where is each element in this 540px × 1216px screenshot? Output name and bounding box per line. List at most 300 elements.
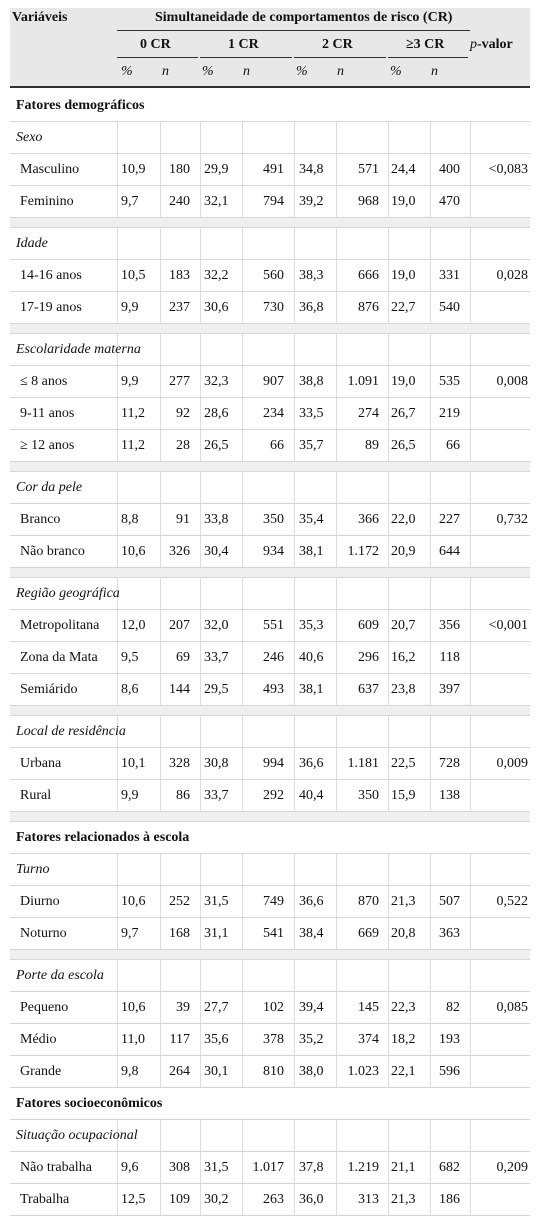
table-row [10, 1056, 530, 1088]
column-divider [470, 918, 471, 949]
group-label: Cor da pele [16, 480, 83, 495]
cell-n-2cr: 350 [358, 788, 379, 803]
cell-n-2cr: 296 [358, 650, 379, 665]
cell-pct-1cr: 28,6 [204, 406, 229, 421]
cell-pvalue: 0,008 [496, 374, 528, 389]
data-label: 14-16 anos [20, 268, 82, 283]
group-label: Situação ocupacional [16, 1128, 138, 1143]
table-row [10, 154, 530, 186]
column-divider [200, 1184, 201, 1215]
cell-pct-2cr: 38,1 [299, 544, 324, 559]
column-divider [200, 1024, 201, 1055]
cell-n-0cr: 328 [169, 756, 190, 771]
column-divider [294, 1184, 295, 1215]
table-row [10, 504, 530, 536]
column-divider [294, 992, 295, 1023]
column-divider [470, 960, 471, 991]
column-divider [117, 1152, 118, 1183]
cell-n-3cr: 227 [439, 512, 460, 527]
cell-pct-0cr: 9,6 [121, 1160, 139, 1175]
column-divider [388, 610, 389, 641]
column-divider [200, 886, 201, 917]
column-divider [294, 504, 295, 535]
column-divider [470, 674, 471, 705]
column-divider [430, 334, 431, 365]
cell-pct-2cr: 38,8 [299, 374, 324, 389]
column-divider [242, 504, 243, 535]
column-divider [336, 1056, 337, 1087]
column-divider [117, 292, 118, 323]
column-divider [430, 430, 431, 461]
column-divider [470, 886, 471, 917]
cell-n-0cr: 207 [169, 618, 190, 633]
data-label: 17-19 anos [20, 300, 82, 315]
cell-n-1cr: 810 [263, 1064, 284, 1079]
cell-pct-3cr: 22,0 [391, 512, 416, 527]
section-label: Fatores demográficos [16, 98, 145, 113]
cell-pct-1cr: 33,7 [204, 650, 229, 665]
column-divider [430, 610, 431, 641]
cell-pct-1cr: 27,7 [204, 1000, 229, 1015]
column-divider [470, 430, 471, 461]
column-divider [160, 578, 161, 609]
cell-n-2cr: 89 [365, 438, 379, 453]
column-divider [160, 292, 161, 323]
cell-pct-3cr: 22,7 [391, 300, 416, 315]
cell-pct-2cr: 33,5 [299, 406, 324, 421]
cell-pct-0cr: 9,5 [121, 650, 139, 665]
column-divider [388, 334, 389, 365]
column-divider [470, 260, 471, 291]
column-divider [160, 260, 161, 291]
cell-n-3cr: 596 [439, 1064, 460, 1079]
group-header-1cr: 1 CR [228, 37, 259, 52]
column-divider [430, 154, 431, 185]
column-divider [430, 674, 431, 705]
group-spacer [10, 462, 530, 472]
column-divider [388, 642, 389, 673]
data-label: Metropolitana [20, 618, 100, 633]
column-divider [160, 122, 161, 153]
cell-n-0cr: 92 [176, 406, 190, 421]
column-divider [336, 260, 337, 291]
cell-pct-3cr: 22,1 [391, 1064, 416, 1079]
cell-n-0cr: 326 [169, 544, 190, 559]
cell-pct-3cr: 20,8 [391, 926, 416, 941]
column-divider [117, 854, 118, 885]
column-divider [336, 334, 337, 365]
column-divider [388, 472, 389, 503]
column-divider [388, 1120, 389, 1151]
column-divider [160, 1056, 161, 1087]
cell-pct-3cr: 20,9 [391, 544, 416, 559]
cell-n-3cr: 82 [446, 1000, 460, 1015]
column-divider [388, 780, 389, 811]
column-divider [117, 748, 118, 779]
cell-n-2cr: 1.172 [347, 544, 379, 559]
cell-n-1cr: 994 [263, 756, 284, 771]
column-divider [117, 886, 118, 917]
column-divider [470, 748, 471, 779]
group-header-3cr: ≥3 CR [406, 37, 445, 52]
column-divider [117, 260, 118, 291]
column-divider [430, 1024, 431, 1055]
column-divider [294, 780, 295, 811]
column-divider [336, 228, 337, 259]
column-divider [388, 992, 389, 1023]
column-divider [336, 472, 337, 503]
cell-pct-3cr: 24,4 [391, 162, 416, 177]
column-divider [294, 472, 295, 503]
column-divider [242, 674, 243, 705]
column-divider [470, 472, 471, 503]
column-divider [430, 716, 431, 747]
column-divider [200, 260, 201, 291]
subheader-n-3cr: n [431, 64, 438, 79]
column-divider [336, 716, 337, 747]
group-row [10, 472, 530, 504]
cell-pct-3cr: 21,3 [391, 1192, 416, 1207]
column-divider [242, 1120, 243, 1151]
column-divider [430, 748, 431, 779]
group-spacer [10, 324, 530, 334]
column-divider [200, 610, 201, 641]
cell-pct-2cr: 40,4 [299, 788, 324, 803]
column-divider [160, 186, 161, 217]
column-divider [336, 122, 337, 153]
cell-pct-3cr: 26,5 [391, 438, 416, 453]
column-divider [430, 228, 431, 259]
column-divider [160, 536, 161, 567]
cell-pvalue: 0,009 [496, 756, 528, 771]
data-label: Médio [20, 1032, 57, 1047]
cell-pct-3cr: 16,2 [391, 650, 416, 665]
column-divider [430, 1056, 431, 1087]
column-divider [242, 366, 243, 397]
data-label: Noturno [20, 926, 67, 941]
column-divider [388, 918, 389, 949]
column-divider [242, 1184, 243, 1215]
cell-n-2cr: 1.219 [347, 1160, 379, 1175]
data-label: Não branco [20, 544, 85, 559]
cell-pct-3cr: 19,0 [391, 194, 416, 209]
cell-pct-2cr: 35,2 [299, 1032, 324, 1047]
cell-n-1cr: 246 [263, 650, 284, 665]
group-label: Escolaridade materna [16, 342, 141, 357]
column-divider [336, 886, 337, 917]
column-divider [388, 536, 389, 567]
column-divider [242, 292, 243, 323]
column-divider [200, 674, 201, 705]
column-divider [294, 748, 295, 779]
column-divider [200, 960, 201, 991]
column-divider [242, 1056, 243, 1087]
column-divider [117, 504, 118, 535]
cell-pct-1cr: 29,9 [204, 162, 229, 177]
cell-n-0cr: 117 [169, 1032, 190, 1047]
cell-pct-1cr: 35,6 [204, 1032, 229, 1047]
cell-n-2cr: 669 [358, 926, 379, 941]
table-row [10, 674, 530, 706]
pvalue-header: p-valor [470, 37, 513, 52]
column-divider [160, 854, 161, 885]
group-spacer [10, 706, 530, 716]
column-divider [388, 398, 389, 429]
column-divider [470, 642, 471, 673]
group-spacer [10, 950, 530, 960]
column-divider [160, 334, 161, 365]
column-divider [294, 578, 295, 609]
group-label: Local de residência [16, 724, 126, 739]
cell-n-3cr: 507 [439, 894, 460, 909]
cell-pct-0cr: 9,9 [121, 300, 139, 315]
data-label: ≤ 8 anos [20, 374, 68, 389]
column-divider [430, 886, 431, 917]
column-divider [336, 1024, 337, 1055]
column-divider [388, 674, 389, 705]
cell-n-2cr: 1.023 [347, 1064, 379, 1079]
column-divider [117, 918, 118, 949]
column-divider [336, 154, 337, 185]
column-divider [336, 536, 337, 567]
cell-pct-3cr: 26,7 [391, 406, 416, 421]
column-divider [200, 748, 201, 779]
column-divider [430, 504, 431, 535]
column-divider [294, 430, 295, 461]
column-divider [388, 1056, 389, 1087]
column-divider [470, 1024, 471, 1055]
table-row [10, 366, 530, 398]
cell-n-3cr: 470 [439, 194, 460, 209]
column-divider [294, 292, 295, 323]
column-divider [200, 122, 201, 153]
cell-n-2cr: 145 [358, 1000, 379, 1015]
cell-n-0cr: 28 [176, 438, 190, 453]
column-divider [470, 504, 471, 535]
cell-n-3cr: 682 [439, 1160, 460, 1175]
column-divider [470, 186, 471, 217]
column-divider [117, 472, 118, 503]
column-divider [294, 610, 295, 641]
column-divider [160, 642, 161, 673]
cell-pct-0cr: 12,0 [121, 618, 146, 633]
column-divider [388, 186, 389, 217]
cell-n-3cr: 535 [439, 374, 460, 389]
table-body [10, 90, 530, 1216]
data-label: Semiárido [20, 682, 78, 697]
table-row [10, 780, 530, 812]
data-label: Zona da Mata [20, 650, 98, 665]
data-label: Masculino [20, 162, 80, 177]
column-divider [242, 642, 243, 673]
column-divider [294, 1152, 295, 1183]
variables-header: Variáveis [12, 10, 68, 25]
cell-pct-2cr: 36,0 [299, 1192, 324, 1207]
cell-pct-0cr: 9,7 [121, 194, 139, 209]
group-label: Região geográfica [16, 586, 120, 601]
column-divider [117, 186, 118, 217]
column-divider [470, 154, 471, 185]
table-row [10, 398, 530, 430]
column-divider [242, 610, 243, 641]
data-label: Feminino [20, 194, 74, 209]
column-divider [200, 228, 201, 259]
column-divider [200, 918, 201, 949]
column-divider [470, 366, 471, 397]
cell-n-3cr: 219 [439, 406, 460, 421]
column-divider [470, 716, 471, 747]
column-divider [430, 918, 431, 949]
data-label: 9-11 anos [20, 406, 75, 421]
cell-n-0cr: 69 [176, 650, 190, 665]
column-divider [200, 186, 201, 217]
cell-pct-2cr: 35,7 [299, 438, 324, 453]
group-rule-2cr [294, 57, 386, 58]
column-divider [470, 334, 471, 365]
group-row [10, 1120, 530, 1152]
column-divider [430, 1184, 431, 1215]
cell-pct-3cr: 15,9 [391, 788, 416, 803]
group-row [10, 334, 530, 366]
column-divider [388, 748, 389, 779]
cell-pct-3cr: 20,7 [391, 618, 416, 633]
column-divider [160, 398, 161, 429]
column-divider [117, 1024, 118, 1055]
column-divider [160, 366, 161, 397]
column-divider [294, 1120, 295, 1151]
column-divider [388, 1184, 389, 1215]
section-label: Fatores relacionados à escola [16, 830, 190, 845]
column-divider [242, 992, 243, 1023]
cell-pvalue: 0,209 [496, 1160, 528, 1175]
column-divider [294, 716, 295, 747]
cell-n-2cr: 609 [358, 618, 379, 633]
column-divider [117, 154, 118, 185]
column-divider [470, 610, 471, 641]
column-divider [200, 992, 201, 1023]
column-divider [430, 292, 431, 323]
column-divider [160, 504, 161, 535]
column-divider [430, 960, 431, 991]
column-divider [336, 366, 337, 397]
data-label: Rural [20, 788, 52, 803]
column-divider [294, 366, 295, 397]
cell-n-0cr: 264 [169, 1064, 190, 1079]
column-divider [117, 228, 118, 259]
data-label: ≥ 12 anos [20, 438, 75, 453]
column-divider [160, 1184, 161, 1215]
group-spacer [10, 568, 530, 578]
cell-n-3cr: 66 [446, 438, 460, 453]
cell-pct-1cr: 33,8 [204, 512, 229, 527]
column-divider [336, 504, 337, 535]
cell-pct-0cr: 9,7 [121, 926, 139, 941]
cell-pct-2cr: 36,6 [299, 756, 324, 771]
column-divider [117, 430, 118, 461]
cell-pct-0cr: 10,6 [121, 544, 146, 559]
group-rule-1cr [200, 57, 292, 58]
column-divider [430, 186, 431, 217]
column-divider [117, 536, 118, 567]
cell-pct-0cr: 8,6 [121, 682, 139, 697]
column-divider [430, 398, 431, 429]
cell-pct-0cr: 10,1 [121, 756, 146, 771]
column-divider [242, 748, 243, 779]
cell-n-1cr: 560 [263, 268, 284, 283]
subheader-pct-0cr: % [121, 64, 133, 79]
cell-n-1cr: 493 [263, 682, 284, 697]
cell-n-0cr: 39 [176, 1000, 190, 1015]
section-row [10, 90, 530, 122]
cell-pvalue: 0,085 [496, 1000, 528, 1015]
group-header-2cr: 2 CR [322, 37, 353, 52]
subheader-n-0cr: n [162, 64, 169, 79]
cell-n-3cr: 644 [439, 544, 460, 559]
column-divider [294, 154, 295, 185]
column-divider [336, 398, 337, 429]
table-header [10, 8, 530, 86]
cell-n-1cr: 66 [270, 438, 284, 453]
cell-pct-1cr: 30,4 [204, 544, 229, 559]
cell-pct-1cr: 30,6 [204, 300, 229, 315]
table-row [10, 430, 530, 462]
cell-pct-0cr: 11,0 [121, 1032, 145, 1047]
group-row [10, 960, 530, 992]
data-label: Grande [20, 1064, 62, 1079]
section-label: Fatores socioeconômicos [16, 1096, 163, 1111]
cell-pvalue: <0,083 [488, 162, 528, 177]
column-divider [242, 1152, 243, 1183]
column-divider [200, 1152, 201, 1183]
data-label: Trabalha [20, 1192, 70, 1207]
cell-pct-2cr: 34,8 [299, 162, 324, 177]
column-divider [470, 536, 471, 567]
cell-n-3cr: 331 [439, 268, 460, 283]
cell-n-1cr: 491 [263, 162, 284, 177]
column-divider [160, 1120, 161, 1151]
cell-n-3cr: 186 [439, 1192, 460, 1207]
cell-pct-1cr: 29,5 [204, 682, 229, 697]
table-row [10, 610, 530, 642]
column-divider [336, 642, 337, 673]
table-row [10, 1024, 530, 1056]
cell-pct-2cr: 38,1 [299, 682, 324, 697]
cell-pvalue: 0,028 [496, 268, 528, 283]
column-divider [388, 1152, 389, 1183]
cell-pct-3cr: 21,3 [391, 894, 416, 909]
cell-pct-0cr: 9,9 [121, 788, 139, 803]
cell-pct-3cr: 19,0 [391, 374, 416, 389]
group-title-rule [117, 30, 470, 31]
cell-n-3cr: 540 [439, 300, 460, 315]
cell-pct-2cr: 36,6 [299, 894, 324, 909]
cell-pct-0cr: 10,5 [121, 268, 146, 283]
cell-pct-2cr: 37,8 [299, 1160, 324, 1175]
column-divider [336, 430, 337, 461]
cell-n-1cr: 1.017 [252, 1160, 284, 1175]
cell-n-2cr: 876 [358, 300, 379, 315]
column-divider [430, 992, 431, 1023]
column-divider [160, 610, 161, 641]
cell-n-1cr: 551 [263, 618, 284, 633]
cell-pct-1cr: 32,1 [204, 194, 229, 209]
column-divider [200, 154, 201, 185]
column-divider [242, 154, 243, 185]
cell-pct-0cr: 11,2 [121, 406, 145, 421]
column-divider [336, 992, 337, 1023]
column-divider [388, 504, 389, 535]
cell-pct-1cr: 32,3 [204, 374, 229, 389]
